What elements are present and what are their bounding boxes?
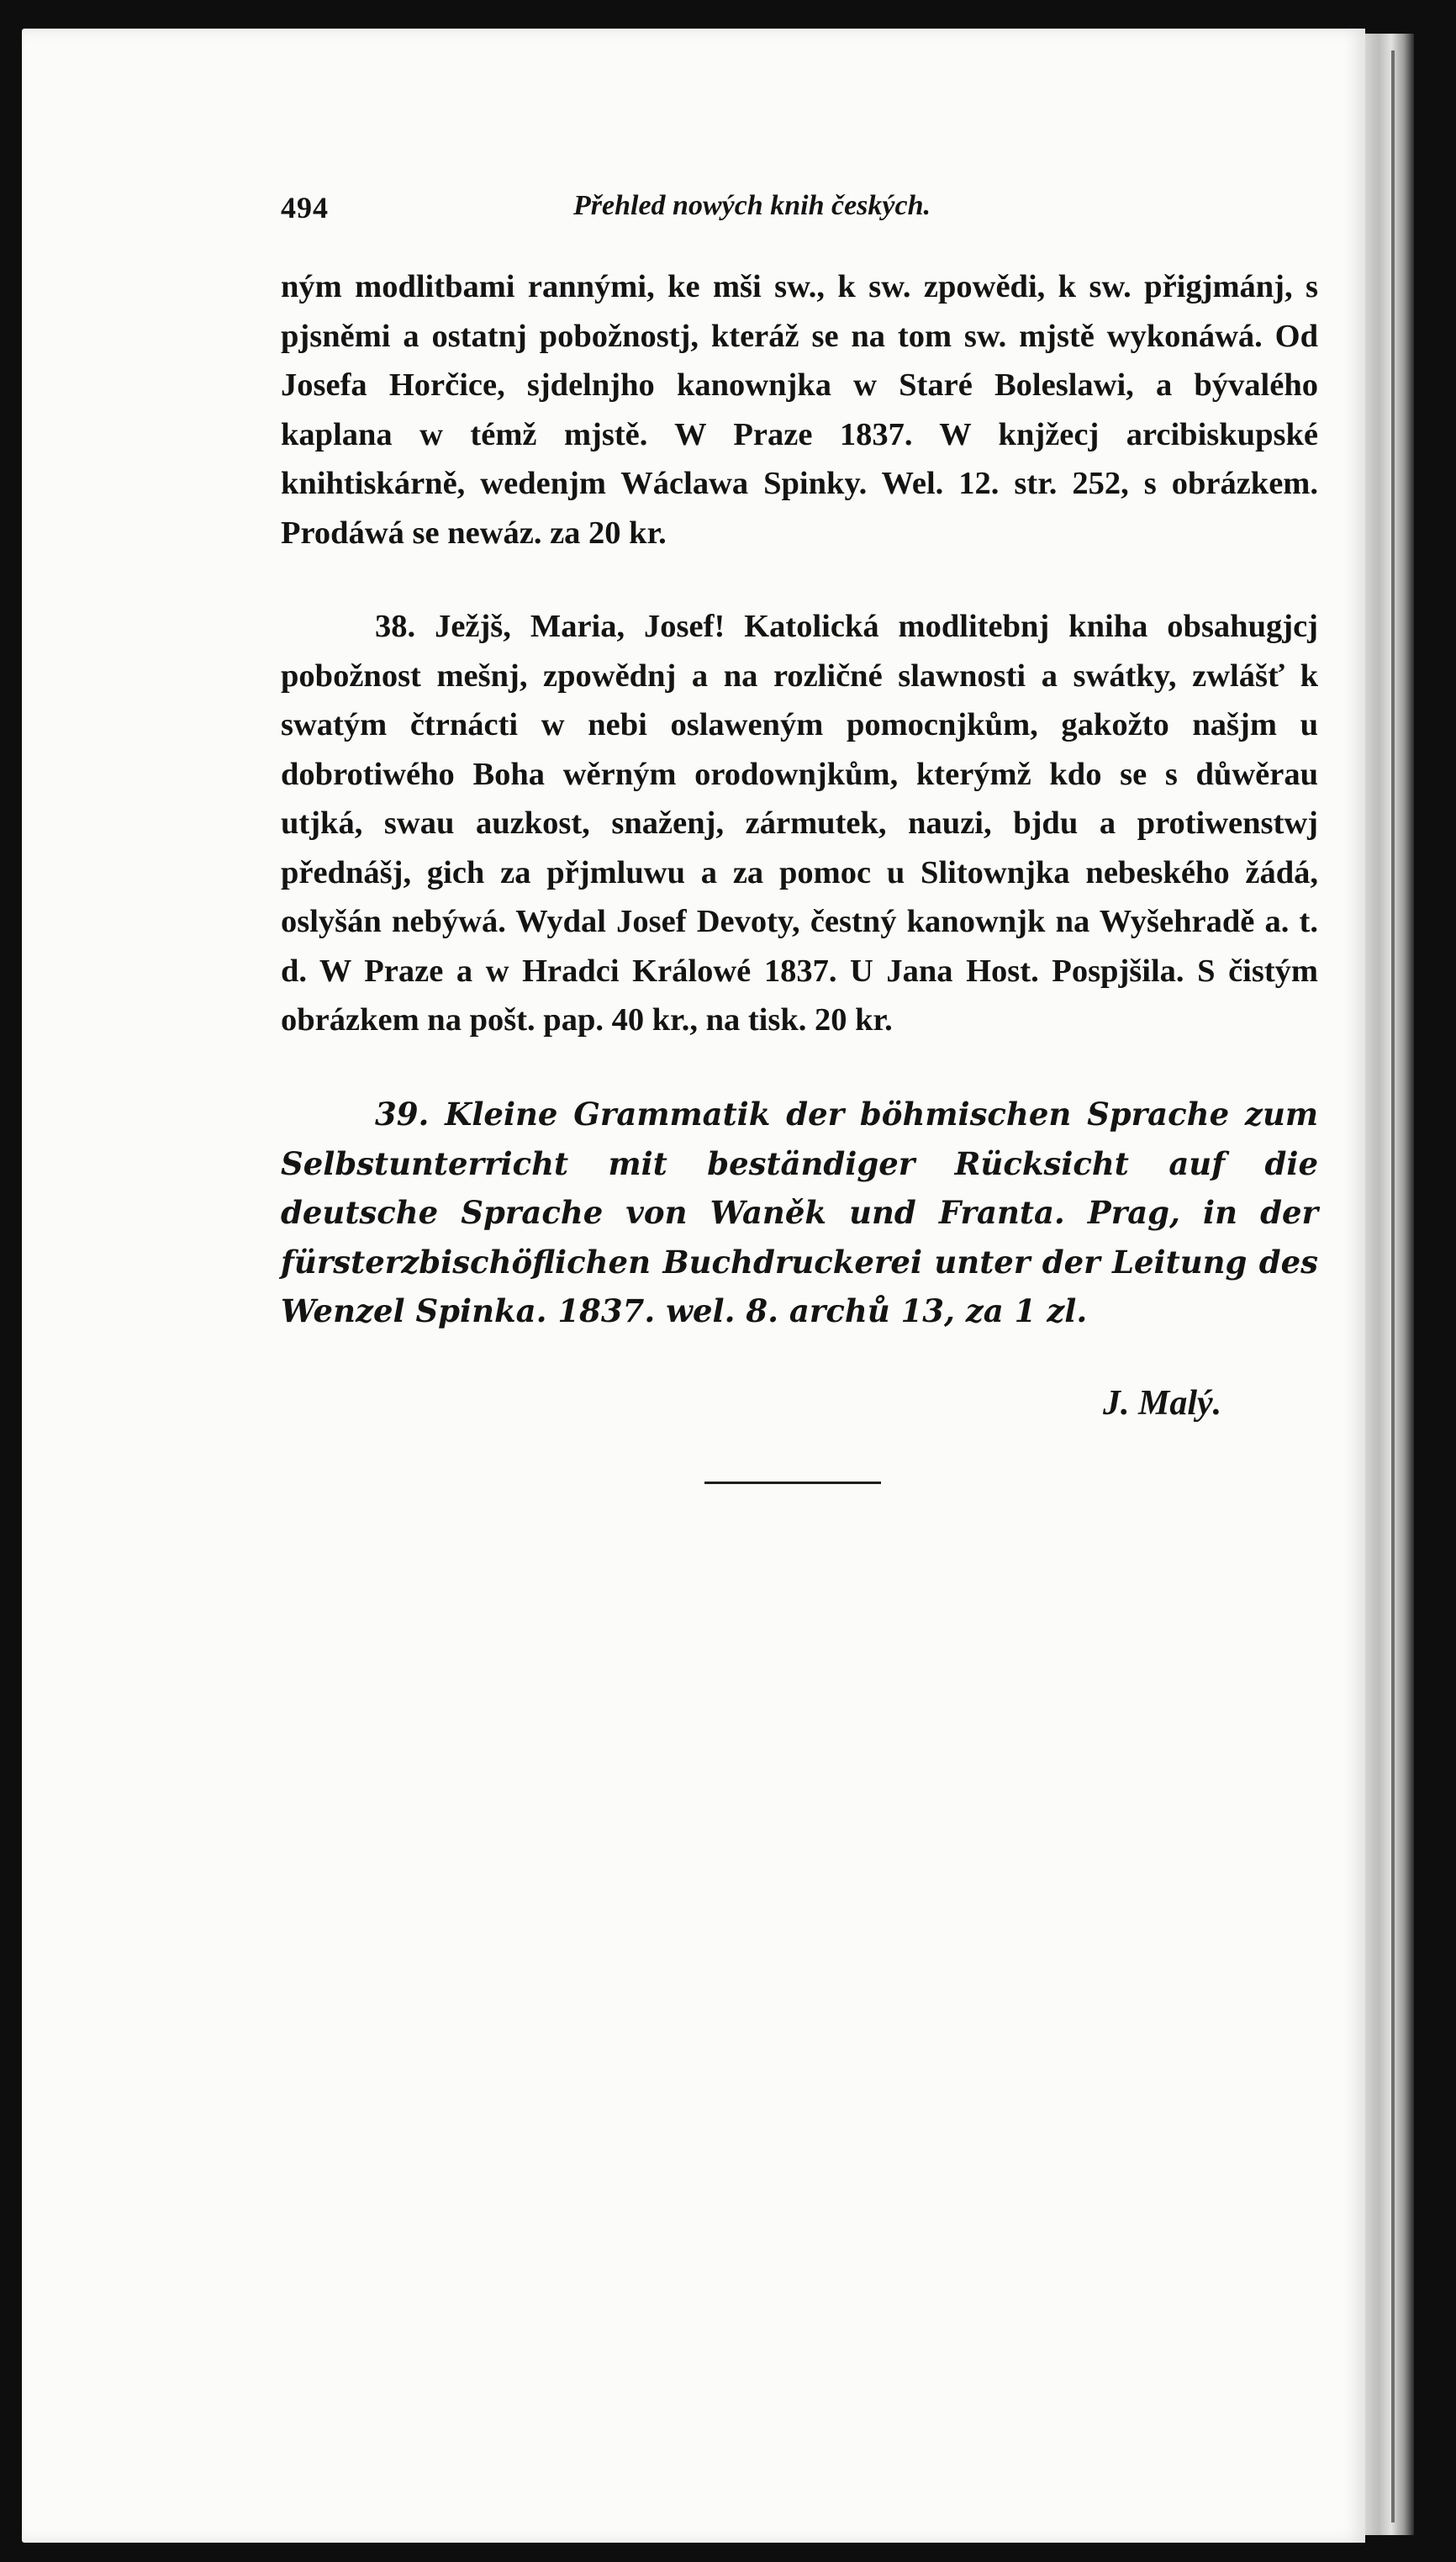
entry-38-text: 38. Ježjš, Maria, Josef! Katolická modlitebnj kniha obsahugjcj pobožnost mešnj, zpowědnj a na rozličné slawnosti a swátky, zwlášť k swatým čtrnácti w nebi oslaweným pomocnjkům, gakožto našjm u dobrotiwého Boha wěrným orodownjkům, kterýmž kdo se s důwěrau utjká, swau auzkost, snaženj, zármutek, nauzi, bjdu a protiwenstwj přednášj, gich za přjmluwu a za pomoc u Slitownjka nebeského žádá, oslyšán nebýwá. Wydal Josef Devoty, čestný kanownjk na Wyšehradě a. t. d. W Praze a w Hradci Králowé 1837. U Jana Host. Pospjšila. S čistým obrázkem na pošt. pap. 40 kr., na tisk. 20 kr. [281,609,1318,1038]
page-edge [1364,34,1414,2535]
signature: J. Malý. [1103,1384,1222,1423]
page-number: 494 [281,191,329,225]
entry-38 [281,602,1318,1045]
entry-39 [281,1090,1318,1336]
entry-39-text: 39. Kleine Grammatik der böhmischen Sprache zum Selbstunterricht mit beständiger Rücksicht auf die deutsche Sprache von Waněk und Franta. Prag, in der fürsterzbischöflichen Buchdruckerei unter der Leitung des Wenzel Spinka. 1837. wel. 8. archů 13, za 1 zl. [281,1096,1318,1329]
end-rule [704,1482,881,1484]
running-header [281,190,1012,232]
page-edge-line [1391,50,1395,2522]
continuation-paragraph [281,262,1318,557]
running-title: Přehled nowých knih českých. [573,190,931,221]
continuation-text: ným modlitbami rannými, ke mši sw., k sw. zpowědi, k sw. přigjmánj, s pjsněmi a ostatnj pobožnostj, kteráž se na tom sw. mjstě wykonáwá. Od Josefa Horčice, sjdelnjho kanownjka w Staré Boleslawi, a bývalého kaplana w témž mjstě. W Praze 1837. W knjžecj arcibiskupské knihtiskárně, wedenjm Wáclawa Spinky. Wel. 12. str. 252, s obrázkem. Prodáwá se newáz. za 20 kr. [281,269,1318,551]
